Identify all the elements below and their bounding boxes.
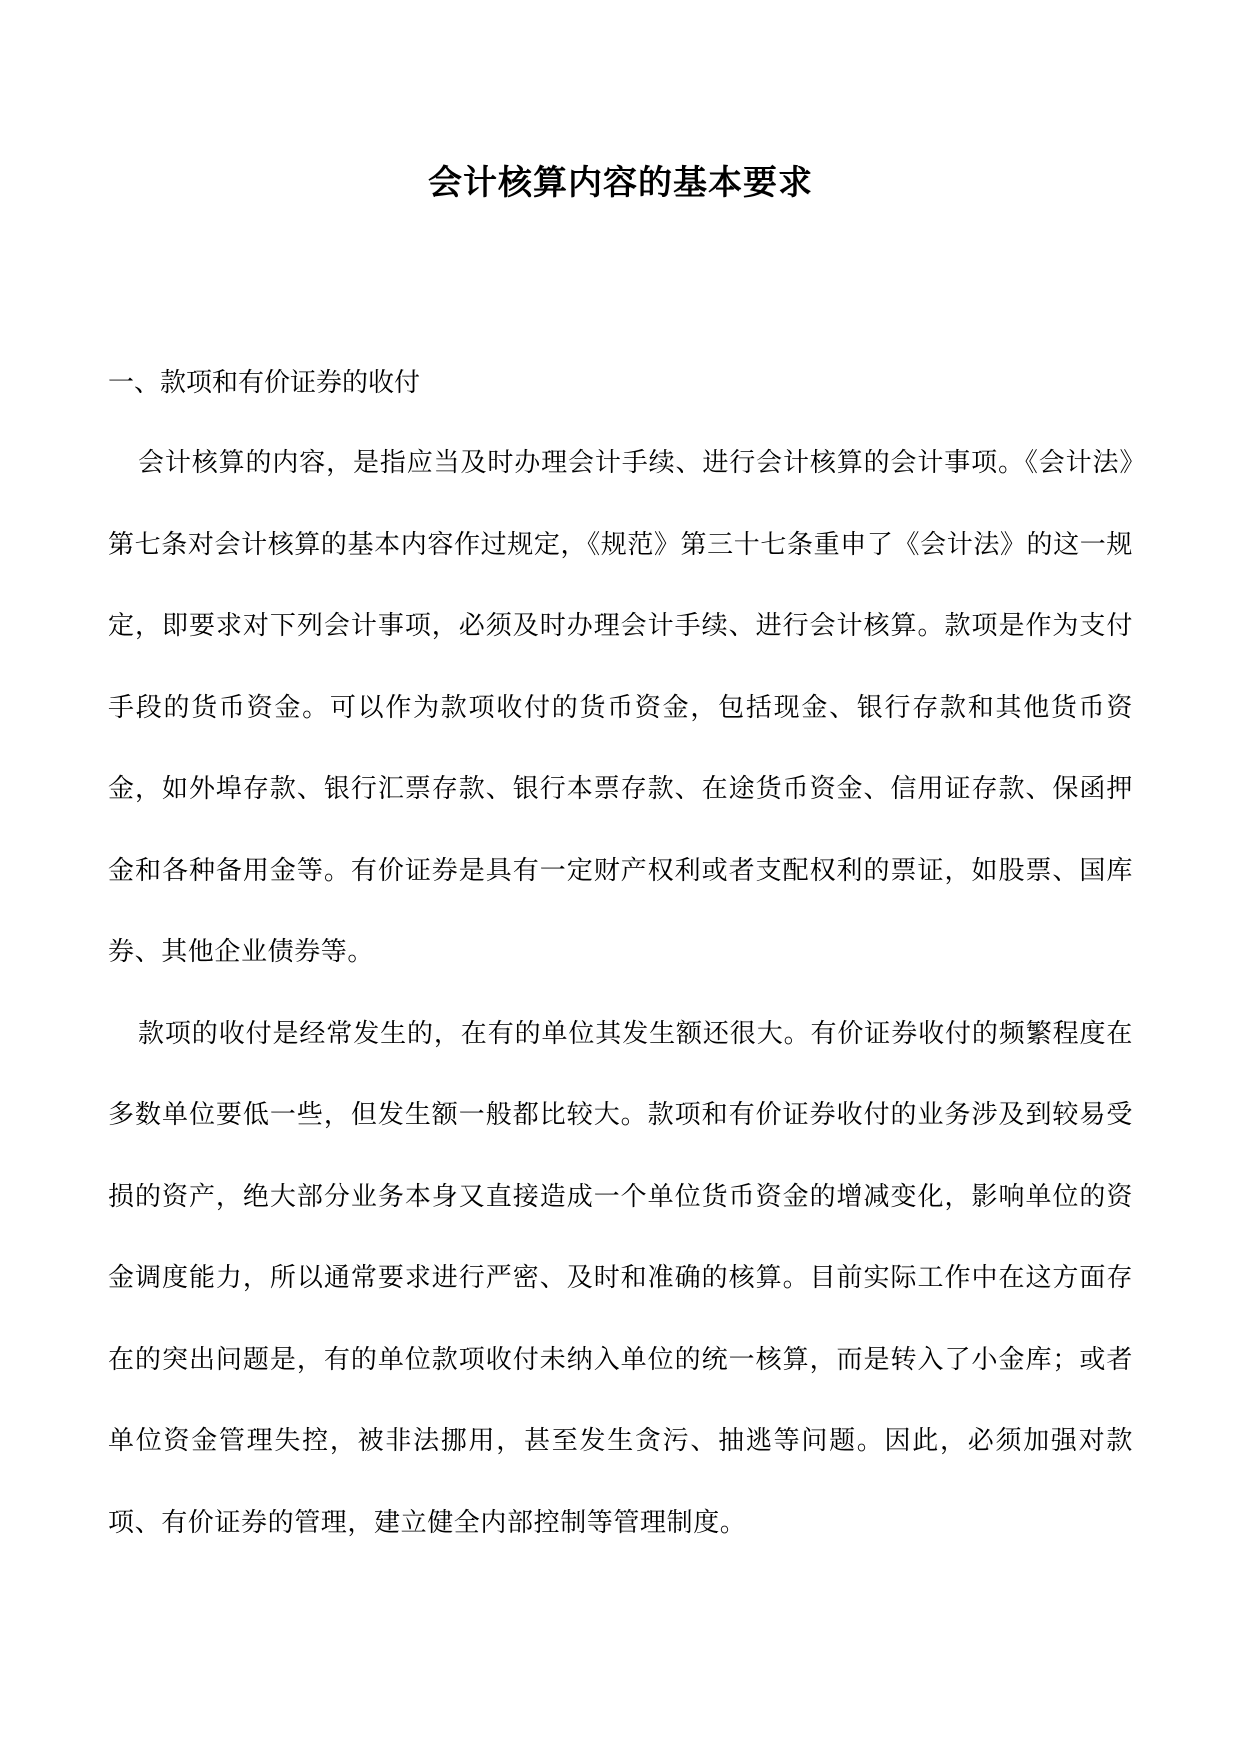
paragraph-1: 会计核算的内容，是指应当及时办理会计手续、进行会计核算的会计事项。《会计法》第七条对会计核算的基本内容作过规定，《规范》第三十七条重申了《会计法》的这一规定，即要求对下列会计事项，必须及时办理会计手续、进行会计核算。款项是作为支付手段的货币资金。可以作为款项收付的货币资金，包括现金、银行存款和其他货币资金，如外埠存款、银行汇票存款、银行本票存款、在途货币资金、信用证存款、保函押金和各种备用金等。有价证券是具有一定财产权利或者支配权利的票证，如股票、国库券、其他企业债券等。 xyxy=(108,448,1133,967)
document-body xyxy=(108,343,1133,1564)
section-heading: 一、款项和有价证券的收付 xyxy=(108,368,421,398)
document-title: 会计核算内容的基本要求 xyxy=(428,163,813,203)
paragraph-2: 款项的收付是经常发生的，在有的单位其发生额还很大。有价证券收付的频繁程度在多数单位要低一些，但发生额一般都比较大。款项和有价证券收付的业务涉及到较易受损的资产，绝大部分业务本身又直接造成一个单位货币资金的增减变化，影响单位的资金调度能力，所以通常要求进行严密、及时和准确的核算。目前实际工作中在这方面存在的突出问题是，有的单位款项收付未纳入单位的统一核算，而是转入了小金库；或者单位资金管理失控，被非法挪用，甚至发生贪污、抽逃等问题。因此，必须加强对款项、有价证券的管理，建立健全内部控制等管理制度。 xyxy=(108,1018,1133,1538)
